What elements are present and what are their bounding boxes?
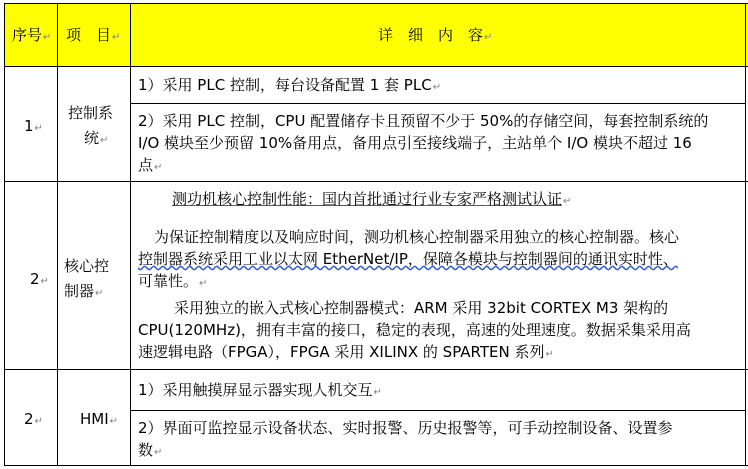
row1-detail-2: 2）采用 PLC 控制，CPU 配置储存卡且预留不少于 50%的存储空间，每套控制系统的 I/O 模块至少预留 10%备用点，备用点引至接线端子，主站单个 I/O 模块不超过 16 点↵: [138, 112, 709, 174]
row3-detail-1: 1）采用触摸屏显示器实现人机交互↵: [138, 381, 382, 399]
paragraph-mark: ↵: [43, 32, 52, 43]
paragraph-mark: ↵: [154, 447, 163, 458]
paragraph-mark: ↵: [199, 278, 208, 289]
paragraph-mark: ↵: [95, 288, 104, 299]
paragraph-mark: ↵: [40, 276, 49, 287]
grid-line: [4, 369, 748, 370]
grid-line: [4, 181, 748, 182]
paragraph-mark: ↵: [484, 32, 493, 43]
paragraph-mark: ↵: [34, 123, 43, 134]
paragraph-mark: ↵: [432, 82, 442, 93]
paragraph-mark: ↵: [373, 387, 382, 398]
paragraph-mark: ↵: [112, 32, 121, 43]
header-no: 序号↵: [12, 26, 52, 44]
row3-no: 2↵: [24, 410, 43, 428]
row1-detail-1: 1）采用 PLC 控制，每台设备配置 1 套 PLC↵: [138, 76, 442, 94]
row1-no: 1↵: [24, 117, 43, 135]
grid-line: [745, 3, 746, 466]
header-details: 详 细 内 容↵: [378, 26, 493, 44]
row2-item: 核心控 制器↵: [64, 257, 110, 300]
grid-line: [130, 103, 745, 104]
grid-line: [4, 465, 748, 466]
row2-detail-para-2: 采用独立的嵌入式核心控制器模式：ARM 采用 32bit CORTEX M3 架构的 CPU(120MHz)，拥有丰富的接口，稳定的表现，高速的处理速度。数据采集采用高 速逻辑电路（FPGA），FPGA 采用 XILINX 的 SPARTEN 系列↵: [138, 299, 691, 361]
row2-detail-heading: 测功机核心控制性能：国内首批通过行业专家严格测试认证↵: [172, 190, 572, 208]
row1-item: 控制系 统↵: [68, 104, 114, 147]
paragraph-mark: ↵: [34, 416, 43, 427]
grid-line: [130, 410, 745, 411]
grid-line: [4, 3, 748, 4]
paragraph-mark: ↵: [154, 162, 163, 173]
header-item: 项 目↵: [66, 26, 121, 44]
grid-line: [130, 3, 131, 466]
grid-line: [4, 3, 5, 466]
paragraph-mark: ↵: [100, 135, 109, 146]
row3-detail-2: 2）界面可监控显示设备状态、实时报警、历史报警等，可手动控制设备、设置参 数↵: [138, 419, 673, 459]
paragraph-mark: ↵: [109, 416, 119, 427]
paragraph-mark: ↵: [563, 196, 572, 207]
row2-detail-para-1: 为保证控制精度以及响应时间，测功机核心控制器采用独立的核心控制器。核心 控制器系统采用工业以太网 EtherNet/IP，保障各模块与控制器间的通讯实时性、 可靠性。↵: [138, 228, 680, 290]
row2-no: 2↵: [30, 270, 49, 288]
paragraph-mark: ↵: [545, 349, 554, 360]
grid-line: [4, 66, 748, 67]
grid-line: [57, 3, 58, 466]
row3-item: HMI↵: [80, 410, 119, 428]
